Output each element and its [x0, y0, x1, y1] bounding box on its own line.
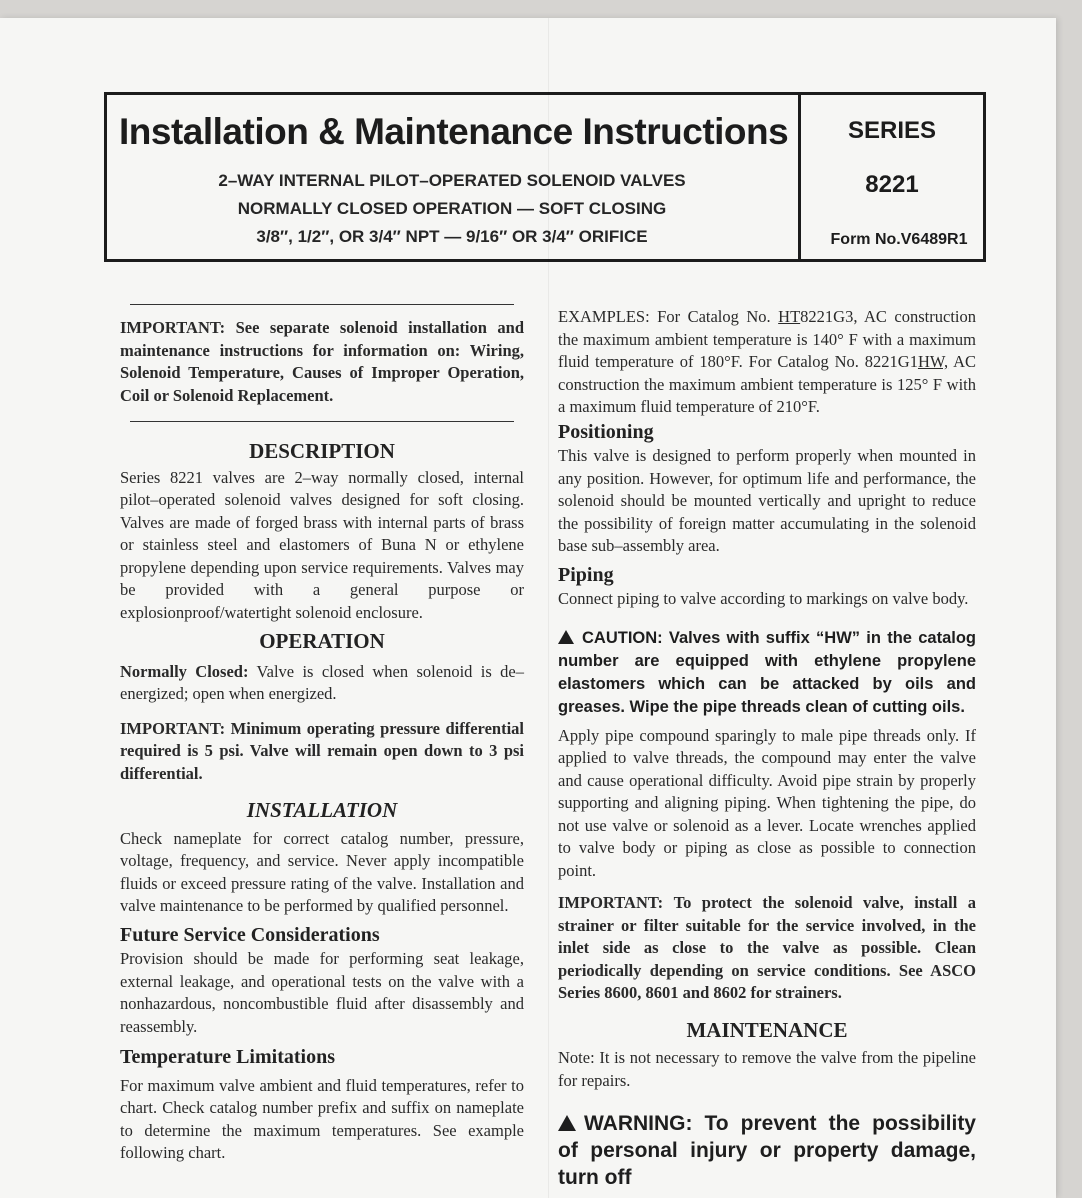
series-number: 8221 — [865, 171, 919, 198]
operation-text — [120, 661, 524, 706]
future-service-heading: Future Service Considerations — [120, 923, 380, 946]
warning-triangle-icon — [558, 630, 574, 644]
pressure-note-text: Minimum operating pressure differential required is 5 psi. Valve will remain open down to 3 psi differential. — [120, 718, 524, 783]
right-column — [558, 306, 976, 1191]
divider-rule — [130, 421, 514, 422]
instruction-sheet — [0, 18, 1056, 1198]
maintenance-note: Note: It is not necessary to remove the valve from the pipeline for repairs. — [558, 1048, 976, 1090]
warning-note — [558, 1110, 976, 1191]
installation-text: Check nameplate for correct catalog number, pressure, voltage, frequency, and service. Never apply incompatible fluids or exceed pressure rating of the valve. Installation and valve maintenance to be performed by qualified personnel. — [120, 828, 524, 915]
examples-part-3: AC construction the maximum ambient temperature is 125° F with a maximum fluid temperature of 210°F. — [558, 352, 976, 416]
document-title: Installation & Maintenance Instructions — [119, 111, 789, 152]
important-label: IMPORTANT: — [558, 893, 664, 912]
examples-text — [558, 306, 976, 419]
description-heading: DESCRIPTION — [249, 439, 395, 463]
important-text: See separate solenoid installation and maintenance instructions for information on: Wiring, Solenoid Temperature, Causes of Improper Operation, Coil or Solenoid Replacement. — [120, 318, 524, 405]
strainer-note-text: To protect the solenoid valve, install a strainer or filter suitable for the service involved, in the inlet side as close to the valve as possible. Clean periodically depending on service conditions. See ASCO Series 8600, 8601 and 8602 for strainers. — [558, 893, 977, 1002]
important-label: IMPORTANT: — [120, 718, 226, 738]
maintenance-heading: MAINTENANCE — [686, 1017, 848, 1042]
examples-prefix-ht: HT — [778, 307, 801, 326]
temperature-text: For maximum valve ambient and fluid temperatures, refer to chart. Check catalog number prefix and suffix on nameplate to determine the maximum temperatures. See example following chart. — [120, 1075, 524, 1162]
important-note — [120, 317, 524, 407]
document-header — [104, 92, 986, 262]
description-text: Series 8221 valves are 2–way normally closed, internal pilot–operated solenoid valves designed for soft closing. Valves are made of forged brass with internal parts of brass or stainless steel and elastomers of Buna N or ethylene propylene depending upon service requirements. Valves may be provided with a general purpose or explosionproof/watertight solenoid enclosure. — [120, 467, 524, 622]
operation-label: Normally Closed: — [120, 661, 249, 681]
warning-text: WARNING: To prevent the possibility of personal injury or property damage, turn off — [558, 1112, 976, 1189]
form-number: Form No.V6489R1 — [830, 231, 968, 248]
caution-text: CAUTION: Valves with suffix “HW” in the catalog number are equipped with ethylene propylene elastomers which can be attacked by oils and greases. Wipe the pipe threads clean of cutting oils. — [558, 628, 976, 716]
temperature-heading: Temperature Limitations — [120, 1046, 335, 1068]
piping-heading: Piping — [558, 563, 614, 586]
future-service-text: Provision should be made for performing seat leakage, external leakage, and operational tests on the valve with a nonhazardous, noncombustible fluid after disassembly and reassembly. — [120, 949, 524, 1036]
divider-rule — [130, 304, 514, 305]
examples-part-1: EXAMPLES: For Catalog No. — [558, 307, 771, 326]
pipe-compound-text: Apply pipe compound sparingly to male pipe threads only. If applied to valve threads, the compound may enter the valve and cause operational difficulty. Avoid pipe strain by properly supporting and aligning piping. When tightening the pipe, do not use valve or solenoid as a lever. Locate wrenches applied to valve body or piping as close as possible to connection point. — [558, 725, 976, 880]
subtitle-valve-type: 2–WAY INTERNAL PILOT–OPERATED SOLENOID VALVES — [218, 171, 686, 190]
positioning-heading: Positioning — [558, 420, 654, 443]
warning-triangle-icon — [558, 1115, 576, 1131]
left-column — [120, 304, 524, 1165]
important-label: IMPORTANT: — [120, 318, 226, 337]
pressure-note — [120, 718, 524, 786]
operation-heading: OPERATION — [259, 629, 385, 653]
strainer-note — [558, 892, 976, 1005]
series-label: SERIES — [847, 117, 937, 144]
installation-heading: INSTALLATION — [246, 798, 398, 822]
operation-description: Valve is closed when solenoid is de–energized; open when energized. — [120, 661, 524, 703]
piping-text: Connect piping to valve according to markings on valve body. — [558, 589, 969, 608]
caution-note — [558, 627, 976, 719]
positioning-text: This valve is designed to perform properly when mounted in any position. However, for optimum life and performance, the solenoid should be mounted vertically and upright to reduce the possibility of foreign matter accumulating in the solenoid base sub–assembly area. — [558, 446, 976, 555]
subtitle-operation: NORMALLY CLOSED OPERATION — SOFT CLOSING — [237, 199, 667, 218]
examples-suffix-hw: HW, — [917, 352, 949, 371]
subtitle-sizes: 3/8″, 1/2″, OR 3/4″ NPT — 9/16″ OR 3/4″ ORIFICE — [256, 227, 648, 246]
examples-part-2: 8221G3, AC construction the maximum ambient temperature is 140° F with a maximum fluid temperature of 180°F. For Catalog No. 8221G1 — [558, 307, 976, 371]
